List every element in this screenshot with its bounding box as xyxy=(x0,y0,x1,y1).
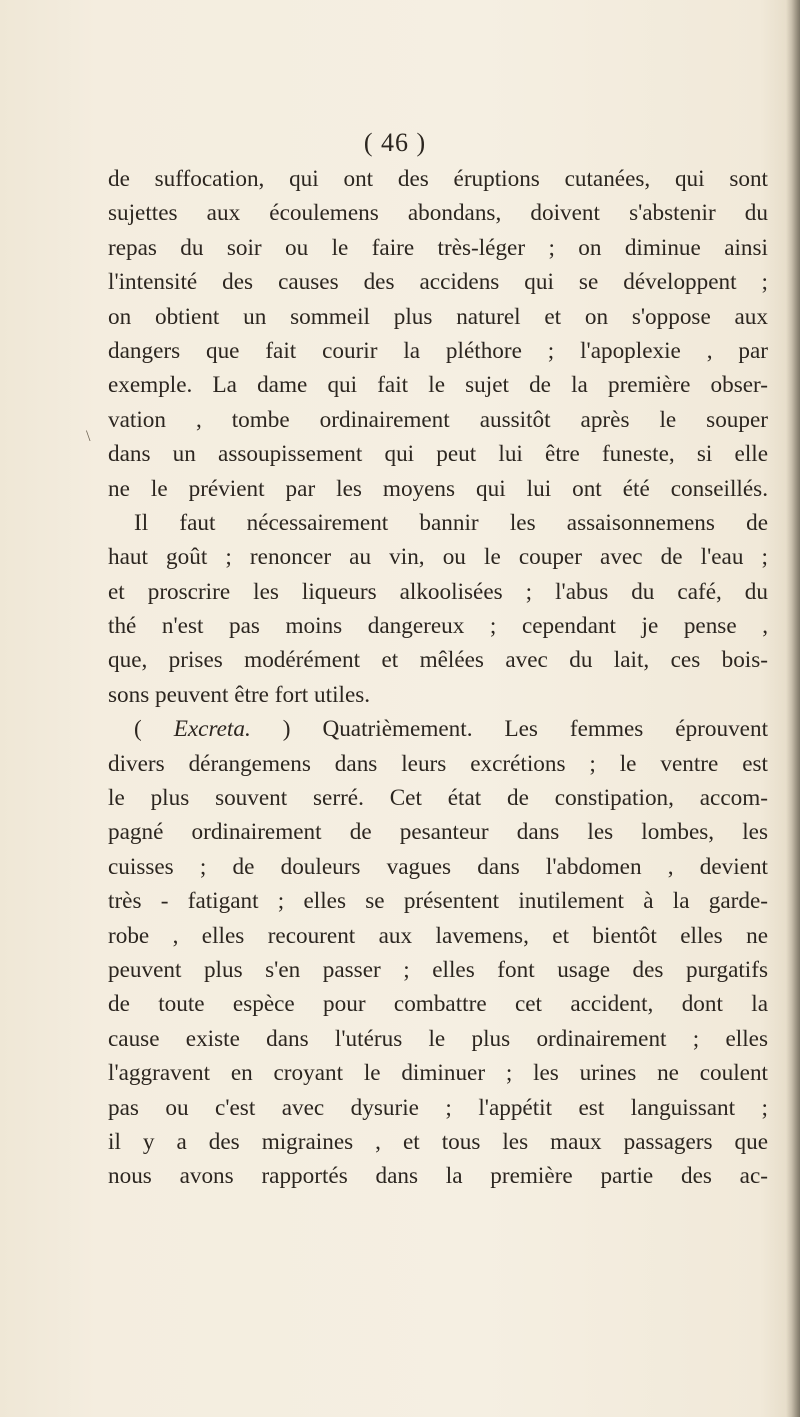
text-line: haut goût ; renoncer au vin, ou le couper avec de l'eau ; xyxy=(108,544,768,571)
excreta-open-paren: ( xyxy=(134,716,142,743)
text-line: de toute espèce pour combattre cet accident, dont la xyxy=(108,991,768,1018)
text-line: cuisses ; de douleurs vagues dans l'abdomen , devient xyxy=(108,853,768,880)
text-line: repas du soir ou le faire très-léger ; on diminue ainsi xyxy=(108,234,768,261)
excreta-close-paren: ) xyxy=(282,716,291,743)
text-line: vation , tombe ordinairement aussitôt après le souper xyxy=(108,406,768,433)
text-line: pagné ordinairement de pesanteur dans les lombes, les xyxy=(108,819,768,846)
page-number: ( 46 ) xyxy=(363,128,427,157)
excreta-rest: Quatrièmement. Les femmes éprouvent xyxy=(322,716,769,743)
text-line: l'aggravent en croyant le diminuer ; les urines ne coulent xyxy=(108,1060,768,1087)
text-line: peuvent plus s'en passer ; elles font usage des purgatifs xyxy=(108,956,768,983)
excreta-heading-line xyxy=(108,712,768,746)
text-line: que, prises modérément et mêlées avec du lait, ces bois- xyxy=(108,647,768,674)
text-line: pas ou c'est avec dysurie ; l'appétit est languissant ; xyxy=(108,1094,768,1121)
text-line: cause existe dans l'utérus le plus ordinairement ; elles xyxy=(108,1025,768,1052)
text-line: dangers que fait courir la pléthore ; l'apoplexie , par xyxy=(108,337,768,364)
text-line: et proscrire les liqueurs alkoolisées ; l'abus du café, du xyxy=(108,578,768,605)
page-edge-shadow xyxy=(786,0,800,1417)
text-line: thé n'est pas moins dangereux ; cependant je pense , xyxy=(108,613,768,640)
text-line: Il faut nécessairement bannir les assaisonnemens de xyxy=(134,509,768,536)
text-line: nous avons rapportés dans la première partie des ac- xyxy=(108,1163,768,1190)
excreta-term: Excreta. xyxy=(173,716,251,743)
text-line: de suffocation, qui ont des éruptions cutanées, qui sont xyxy=(108,166,768,192)
body-text xyxy=(108,162,768,1194)
text-line: divers dérangemens dans leurs excrétions ; le ventre est xyxy=(108,750,768,777)
text-line: sons peuvent être fort utiles. xyxy=(108,681,371,708)
text-line: il y a des migraines , et tous les maux passagers que xyxy=(108,1128,768,1155)
text-line: le plus souvent serré. Cet état de constipation, accom- xyxy=(108,785,768,812)
text-line: dans un assoupissement qui peut lui être funeste, si elle xyxy=(108,441,768,468)
text-line: exemple. La dame qui fait le sujet de la première obser- xyxy=(108,372,768,399)
text-line: ne le prévient par les moyens qui lui ont été conseillés. xyxy=(108,475,768,502)
text-line: très - fatigant ; elles se présentent inutilement à la garde- xyxy=(108,888,768,915)
text-line: on obtient un sommeil plus naturel et on s'oppose aux xyxy=(108,303,768,330)
margin-mark: \ xyxy=(86,428,91,445)
text-line: l'intensité des causes des accidens qui se développent ; xyxy=(108,269,768,296)
text-line: sujettes aux écoulemens abondans, doivent s'abstenir du xyxy=(108,200,768,227)
text-line: robe , elles recourent aux lavemens, et bientôt elles ne xyxy=(108,922,768,949)
